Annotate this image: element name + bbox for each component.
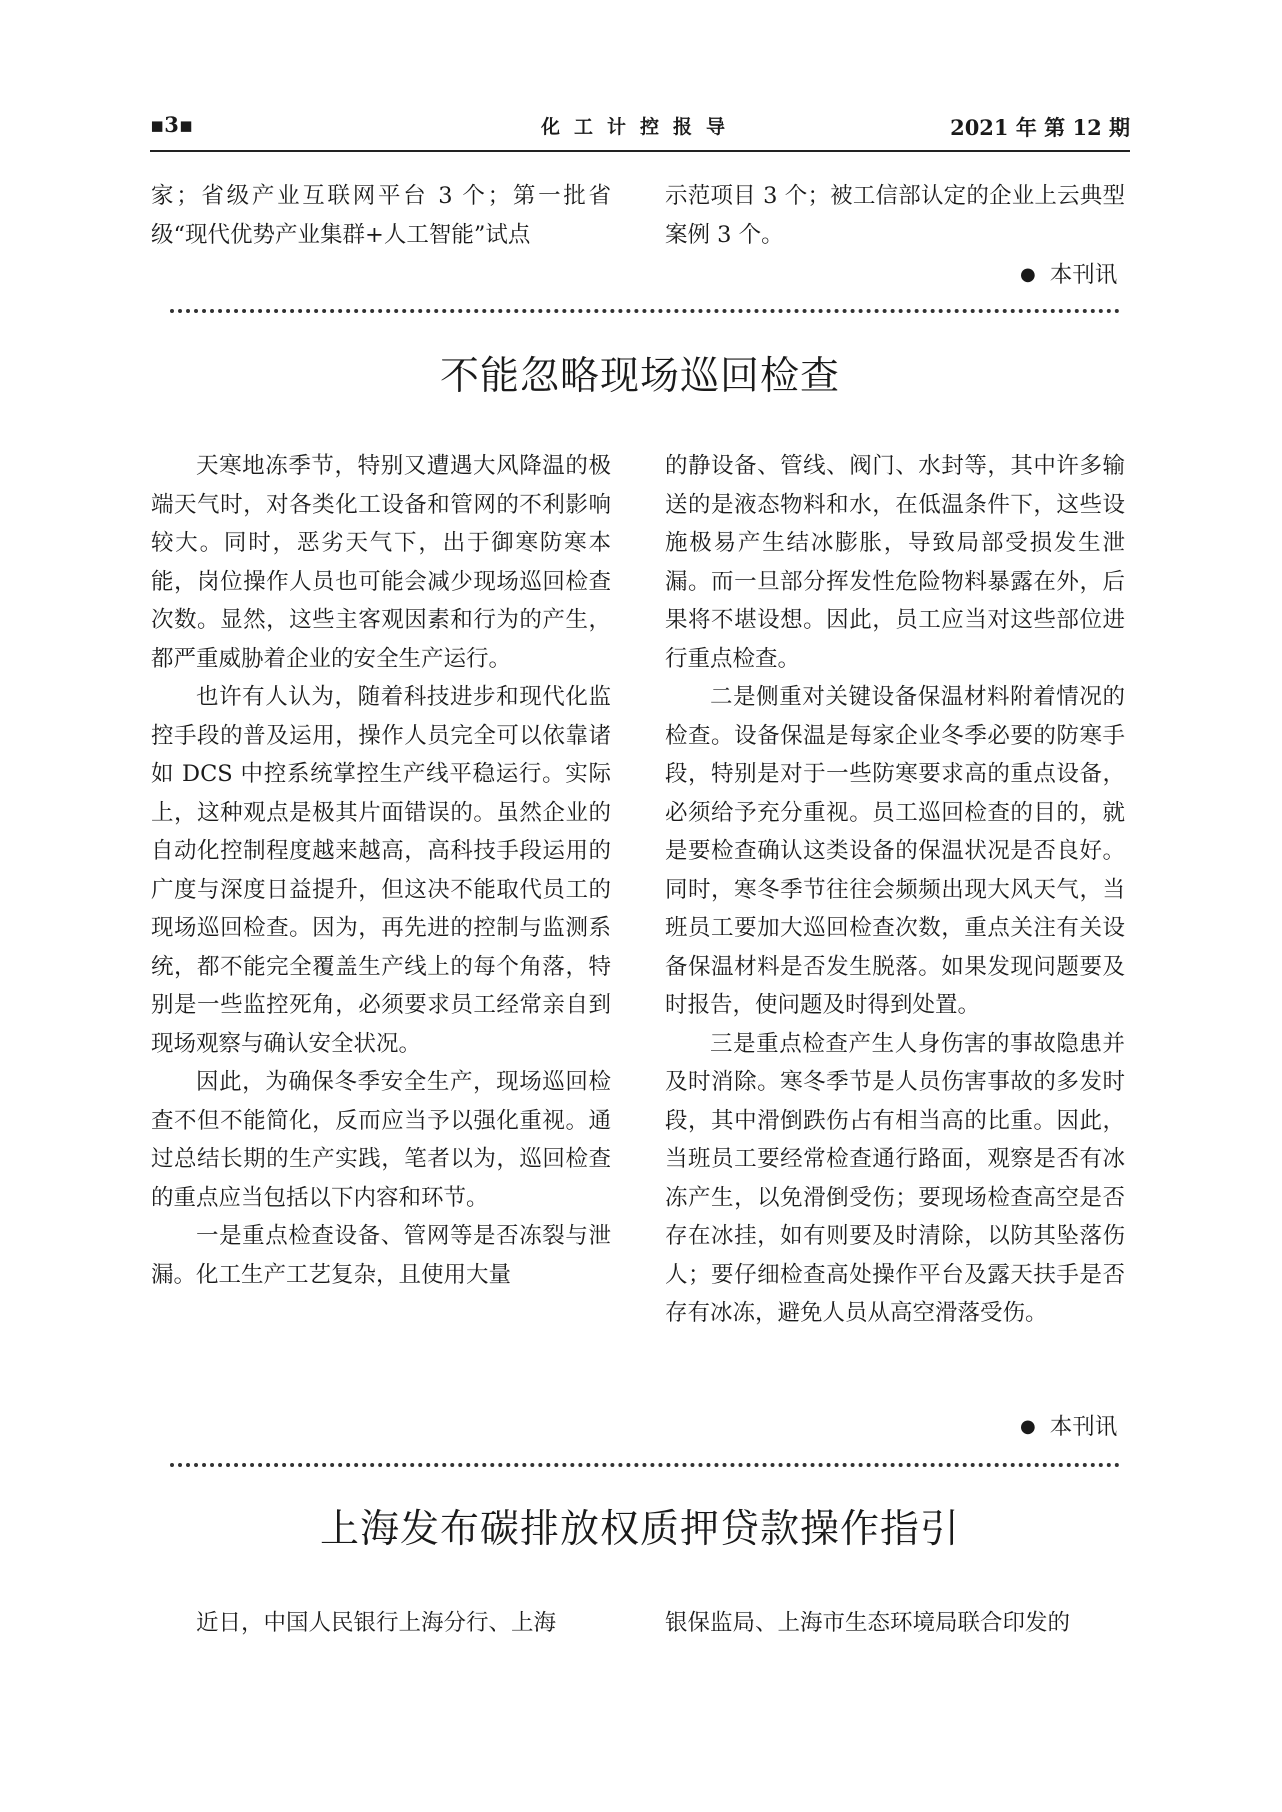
- article1-paragraph: 天寒地冻季节，特别又遭遇大风降温的极端天气时，对各类化工设备和管网的不利影响较大。同时，恶劣天气下，出于御寒防寒本能，岗位操作人员也可能会减少现场巡回检查次数。显然，这些主客观因素和行为的产生，都严重威胁着企业的安全生产运行。: [151, 453, 611, 672]
- article1-left-column: [151, 447, 611, 1294]
- article1-paragraph: 的静设备、管线、阀门、水封等，其中许多输送的是液态物料和水，在低温条件下，这些设施极易产生结冰膨胀，导致局部受损发生泄漏。而一旦部分挥发性危险物料暴露在外，后果将不堪设想。因此，员工应当对这些部位进行重点检查。: [665, 453, 1125, 672]
- prev-article-right-column: [665, 177, 1125, 254]
- page-number: ▪3▪: [150, 112, 194, 137]
- article1-paragraph: 一是重点检查设备、管网等是否冻裂与泄漏。化工生产工艺复杂，且使用大量: [151, 1223, 611, 1288]
- bullet-dot-icon: ●: [1020, 264, 1036, 285]
- dotted-separator: [170, 309, 1120, 313]
- bullet-dot-icon: ●: [1020, 1416, 1036, 1437]
- prev-article-text-right: 示范项目 3 个；被工信部认定的企业上云典型案例 3 个。: [665, 183, 1125, 248]
- prev-article-credit: [1020, 260, 1117, 292]
- prev-article-left-column: [151, 177, 611, 254]
- article1-credit: [1020, 1412, 1117, 1444]
- page-header: [150, 112, 1130, 152]
- article-title: 上海发布碳排放权质押贷款操作指引: [319, 1507, 960, 1552]
- article1-paragraph: 也许有人认为，随着科技进步和现代化监控手段的普及运用，操作人员完全可以依靠诸如 DCS 中控系统掌控生产线平稳运行。实际上，这种观点是极其片面错误的。虽然企业的自动化控制程度越来越高，高科技手段运用的广度与深度日益提升，但这决不能取代员工的现场巡回检查。因为，再先进的控制与监测系统，都不能完全覆盖生产线上的每个角落，特别是一些监控死角，必须要求员工经常亲自到现场观察与确认安全状况。: [151, 684, 611, 1057]
- header-rule: [150, 150, 1130, 152]
- article2-paragraph: 近日，中国人民银行上海分行、上海: [196, 1610, 557, 1636]
- article-title: 不能忽略现场巡回检查: [439, 354, 840, 399]
- dotted-separator: [170, 1463, 1120, 1467]
- article1-right-column: [665, 447, 1125, 1333]
- article1-paragraph: 二是侧重对关键设备保温材料附着情况的检查。设备保温是每家企业冬季必要的防寒手段，特别是对于一些防寒要求高的重点设备，必须给予充分重视。员工巡回检查的目的，就是要检查确认这类设备的保温状况是否良好。同时，寒冬季节往往会频频出现大风天气，当班员工要加大巡回检查次数，重点关注有关设备保温材料是否发生脱落。如果发现问题要及时报告，使问题及时得到处置。: [665, 684, 1125, 1018]
- journal-name: 化工计控报导: [540, 116, 739, 138]
- article1-paragraph: 因此，为确保冬季安全生产，现场巡回检查不但不能简化，反而应当予以强化重视。通过总结长期的生产实践，笔者以为，巡回检查的重点应当包括以下内容和环节。: [151, 1069, 611, 1211]
- credit-label: 本刊讯: [1049, 1414, 1118, 1440]
- article2-left-column: [151, 1604, 611, 1643]
- article2-right-column: [665, 1604, 1125, 1643]
- issue-label: 2021 年 第 12 期: [950, 115, 1130, 140]
- credit-label: 本刊讯: [1049, 262, 1118, 288]
- prev-article-text-left: 家；省级产业互联网平台 3 个；第一批省级“现代优势产业集群+人工智能”试点: [151, 183, 611, 248]
- article2-paragraph: 银保监局、上海市生态环境局联合印发的: [665, 1610, 1071, 1636]
- article1-paragraph: 三是重点检查产生人身伤害的事故隐患并及时消除。寒冬季节是人员伤害事故的多发时段，其中滑倒跌伤占有相当高的比重。因此，当班员工要经常检查通行路面，观察是否有冰冻产生，以免滑倒受伤；要现场检查高空是否存在冰挂，如有则要及时清除，以防其坠落伤人；要仔细检查高处操作平台及露天扶手是否存有冰冻，避免人员从高空滑落受伤。: [665, 1030, 1125, 1326]
